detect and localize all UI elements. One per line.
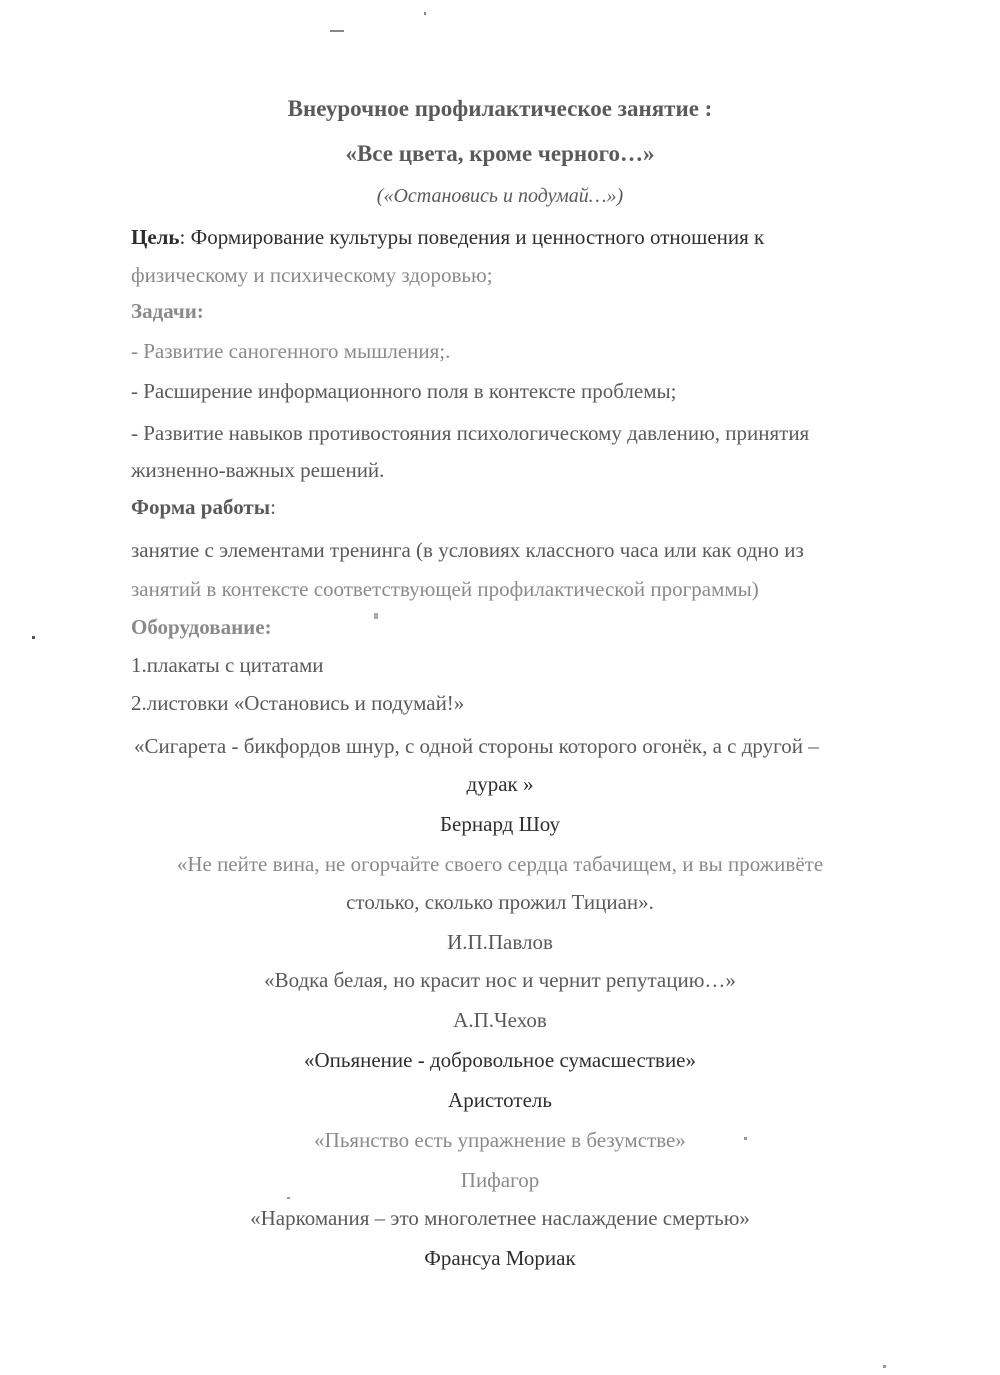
task-item: - Расширение информационного поля в контексте проблемы; bbox=[131, 379, 677, 403]
quote-author: Франсуа Мориак bbox=[424, 1246, 576, 1270]
quote-text-continued: столько, сколько прожил Тициан». bbox=[346, 890, 654, 914]
task-item-continued: жизненно-важных решений. bbox=[131, 458, 385, 482]
scan-speck bbox=[883, 1365, 886, 1368]
equipment-item: 1.плакаты с цитатами bbox=[131, 653, 324, 677]
scan-speck bbox=[374, 613, 378, 619]
goal-text-continued: физическому и психическому здоровью; bbox=[131, 263, 493, 287]
goal-label: Цель bbox=[131, 225, 180, 249]
form-colon: : bbox=[270, 495, 276, 519]
form-label: Форма работы bbox=[131, 495, 271, 519]
document-subtitle: «Все цвета, кроме черного…» bbox=[345, 141, 655, 166]
quote-author: А.П.Чехов bbox=[453, 1008, 547, 1032]
document-title: Внеурочное профилактическое занятие : bbox=[287, 96, 713, 121]
form-line bbox=[131, 494, 276, 520]
equipment-item: 2.листовки «Остановись и подумай!» bbox=[131, 691, 465, 715]
goal-line bbox=[131, 224, 764, 250]
tasks-label: Задачи: bbox=[131, 299, 204, 323]
quote-text-continued: дурак » bbox=[466, 772, 534, 796]
quote-author: Пифагор bbox=[460, 1168, 540, 1192]
equipment-label: Оборудование: bbox=[131, 615, 272, 639]
scan-speck bbox=[32, 636, 35, 639]
quote-author: Аристотель bbox=[448, 1088, 552, 1112]
task-item: - Развитие саногенного мышления;. bbox=[131, 339, 451, 363]
quote-text: «Наркомания – это многолетнее наслаждение смертью» bbox=[250, 1206, 750, 1230]
scan-speck bbox=[287, 1197, 290, 1199]
quote-text: «Сигарета - бикфордов шнур, с одной стороны которого огонёк, а с другой – bbox=[134, 734, 819, 758]
quote-author: И.П.Павлов bbox=[447, 930, 553, 954]
quote-text: «Пьянство есть упражнение в безумстве» bbox=[314, 1128, 686, 1152]
quote-text: «Опьянение - добровольное сумасшествие» bbox=[303, 1048, 697, 1072]
scan-speck bbox=[424, 12, 426, 15]
quote-text: «Не пейте вина, не огорчайте своего сердца табачищем, и вы проживёте bbox=[176, 852, 824, 876]
task-item: - Развитие навыков противостояния психологическому давлению, принятия bbox=[131, 421, 810, 445]
form-text-continued: занятий в контексте соответствующей профилактической программы) bbox=[131, 577, 759, 601]
goal-text: : Формирование культуры поведения и ценностного отношения к bbox=[179, 225, 765, 249]
scan-speck bbox=[330, 30, 344, 32]
quote-text: «Водка белая, но красит нос и чернит репутацию…» bbox=[264, 968, 736, 992]
quote-author: Бернард Шоу bbox=[440, 812, 560, 836]
form-text: занятие с элементами тренинга (в условиях классного часа или как одно из bbox=[131, 538, 804, 562]
document-motto: («Остановись и подумай…») bbox=[376, 185, 624, 207]
